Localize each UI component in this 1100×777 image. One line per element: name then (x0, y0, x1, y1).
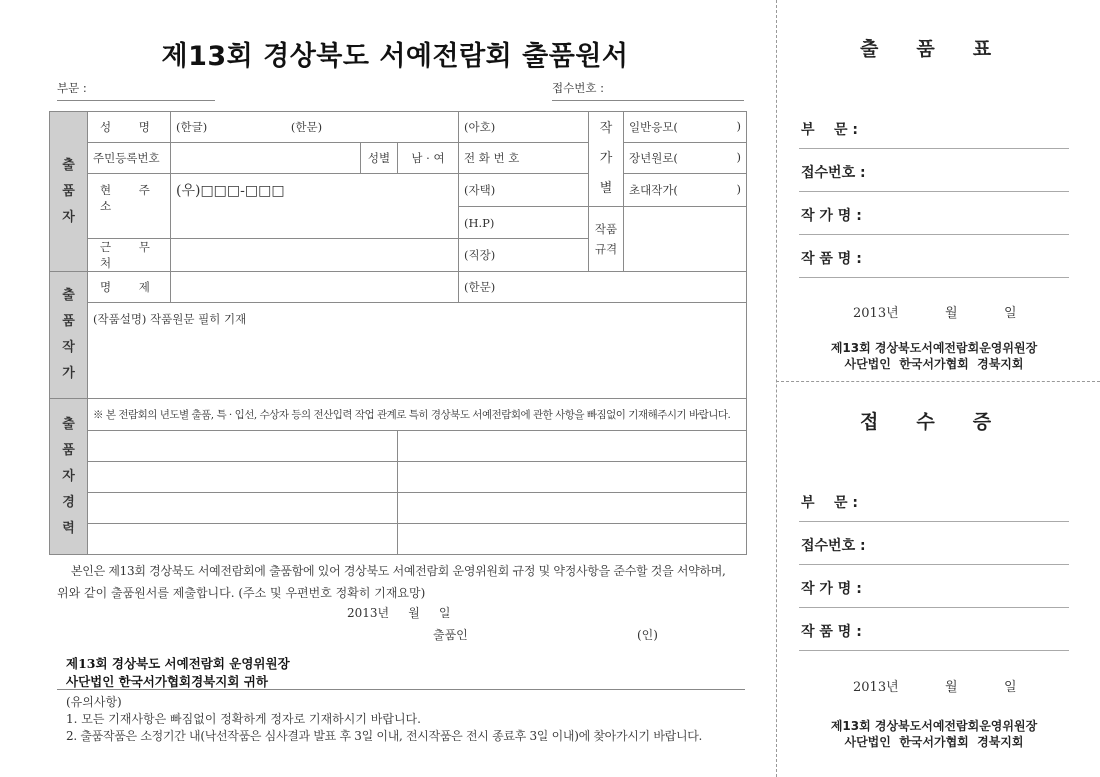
notes (66, 694, 702, 745)
addressee-line-2: 사단법인 한국서가협회경북지회 귀하 (66, 674, 268, 689)
career-entry[interactable] (88, 462, 398, 493)
category-young-label: 장년원로( (629, 151, 678, 165)
gender-select[interactable]: 남 · 여 (398, 143, 459, 174)
notes-heading: (유의사항) (66, 695, 122, 709)
career-note: ※ 본 전람회의 년도별 출품, 특 · 입선, 수상자 등의 전산입력 작업 관계로 특히 경상북도 서예전람회에 관한 사항을 빠짐없이 기재해주시기 바랍니다. (88, 399, 747, 431)
career-side-label: 출 품 자 경 력 (50, 399, 88, 555)
work-size-label: 작품 규격 (589, 207, 624, 272)
category-invited-label: 초대작가( (629, 183, 678, 197)
slip-date-month: 월 (945, 306, 958, 321)
work-side-label: 출 품 작 가 (50, 272, 88, 399)
addressee-line-1: 제13회 경상북도 서예전람회 운영위원장 (66, 656, 290, 671)
receipt-section-field[interactable] (799, 479, 1069, 522)
career-entry[interactable] (88, 493, 398, 524)
receipt-artist-label: 작 가 명 : (801, 581, 862, 597)
slip-title: 출품표 (860, 38, 1030, 60)
receipt-organization (799, 718, 1069, 750)
notes-item-2: 2. 출품작품은 소정기간 내(낙선작품은 심사결과 발표 후 3일 이내, 전시작품은 전시 종료후 3일 이내)에 찾아가시기 바랍니다. (66, 729, 703, 743)
slip-receipt-field[interactable] (799, 149, 1069, 192)
slip-organization (799, 340, 1069, 372)
slip-artist-field[interactable] (799, 192, 1069, 235)
divider (57, 689, 745, 690)
application-form (49, 111, 747, 555)
slip-section-field[interactable] (799, 106, 1069, 149)
paren: ) (736, 182, 741, 196)
work-description-hint: (작품설명) 작품원문 필히 기재 (93, 312, 247, 326)
pledge-date: 2013년 월 일 (347, 606, 451, 620)
name-label: 성 명 (88, 112, 171, 143)
slip-org-line-2: 사단법인 한국서가협회 경북지회 (844, 357, 1024, 371)
slip-work-field[interactable] (799, 235, 1069, 278)
pledge-line-2: 위와 같이 출품원서를 제출합니다. (주소 및 우편번호 정확히 기재요망) (57, 586, 426, 600)
home-phone-hint: (자택) (464, 183, 496, 197)
addressee (66, 655, 290, 691)
address-label: 현 주 소 (88, 174, 171, 239)
category-general-option[interactable] (624, 112, 747, 143)
slip-receipt-label: 접수번호 : (801, 165, 866, 181)
career-entry[interactable] (88, 431, 398, 462)
id-number-label: 주민등록번호 (88, 143, 171, 174)
career-entry[interactable] (398, 493, 747, 524)
receipt-org-line-1: 제13회 경상북도서예전람회운영위원장 (830, 719, 1038, 733)
receipt-number-slip-label: 접수번호 : (801, 538, 866, 554)
receipt-number-label: 접수번호 : (552, 81, 604, 95)
receipt-work-label: 작 품 명 : (801, 624, 862, 640)
office-phone-field[interactable] (459, 239, 589, 272)
work-description-field[interactable] (88, 303, 747, 399)
seal-mark: (인) (637, 628, 658, 642)
work-place-field[interactable] (171, 239, 459, 272)
slip-date-year: 2013년 (853, 306, 899, 321)
receipt-number-field[interactable] (552, 80, 744, 101)
receipt-date-month: 월 (945, 680, 958, 695)
signer-label: 출품인 (433, 628, 468, 642)
paren: ) (736, 119, 741, 133)
name-field[interactable] (171, 112, 459, 143)
phone-label: 전 화 번 호 (459, 143, 589, 174)
section-field[interactable] (57, 80, 215, 101)
career-entry[interactable] (88, 524, 398, 555)
receipt-date-year: 2013년 (853, 680, 899, 695)
office-phone-hint: (직장) (464, 248, 496, 262)
pen-name-field[interactable] (459, 112, 589, 143)
category-general-label: 일반응모( (629, 120, 678, 134)
section-label: 부문 : (57, 81, 87, 95)
work-size-field[interactable] (624, 207, 747, 272)
applicant-side-label: 출 품 자 (50, 112, 88, 272)
gender-label: 성별 (361, 143, 398, 174)
receipt-title: 접수증 (860, 411, 1030, 433)
notes-item-1: 1. 모든 기재사항은 빠짐없이 정확하게 정자로 기재하시기 바랍니다. (66, 712, 421, 726)
receipt-work-field[interactable] (799, 608, 1069, 651)
receipt-number-slip-field[interactable] (799, 522, 1069, 565)
slip-date-day: 일 (1004, 306, 1017, 321)
work-title-hanja-hint: (한문) (464, 280, 496, 294)
work-title-hanja-field[interactable] (459, 272, 747, 303)
pen-name-hint: (아호) (464, 120, 496, 134)
cut-line-vertical (776, 0, 777, 777)
pledge-line-1: 본인은 제13회 경상북도 서예전람회에 출품함에 있어 경상북도 서예전람회 운영위원회 규정 및 약정사항을 준수할 것을 서약하며, (71, 564, 726, 578)
category-young-option[interactable] (624, 143, 747, 174)
artist-type-label: 작 가 별 (589, 112, 624, 207)
receipt-org-line-2: 사단법인 한국서가협회 경북지회 (844, 735, 1024, 749)
career-entry[interactable] (398, 524, 747, 555)
slip-org-line-1: 제13회 경상북도서예전람회운영위원장 (830, 341, 1038, 355)
career-entry[interactable] (398, 431, 747, 462)
receipt-section-label: 부 문 : (801, 495, 859, 511)
receipt-artist-field[interactable] (799, 565, 1069, 608)
pledge-text (57, 560, 757, 604)
home-phone-field[interactable] (459, 174, 589, 207)
mobile-field[interactable] (459, 207, 589, 239)
work-title-label: 명 제 (88, 272, 171, 303)
mobile-hint: (H.P) (464, 215, 495, 230)
career-entry[interactable] (398, 462, 747, 493)
hanja-hint: (한문) (290, 120, 323, 134)
cut-line-horizontal (776, 381, 1100, 382)
slip-section-label: 부 문 : (801, 122, 859, 138)
page-title: 제13회 경상북도 서예전람회 출품원서 (161, 41, 629, 72)
id-number-field[interactable] (171, 143, 361, 174)
paren: ) (736, 150, 741, 164)
category-invited-option[interactable] (624, 174, 747, 207)
receipt-date-day: 일 (1004, 680, 1017, 695)
slip-work-label: 작 품 명 : (801, 251, 862, 267)
postal-code: (우)□□□-□□□ (176, 183, 285, 199)
address-field[interactable] (171, 174, 459, 239)
slip-artist-label: 작 가 명 : (801, 208, 862, 224)
work-title-field[interactable] (171, 272, 459, 303)
work-place-label: 근 무 처 (88, 239, 171, 272)
hangul-hint: (한글) (176, 120, 208, 134)
